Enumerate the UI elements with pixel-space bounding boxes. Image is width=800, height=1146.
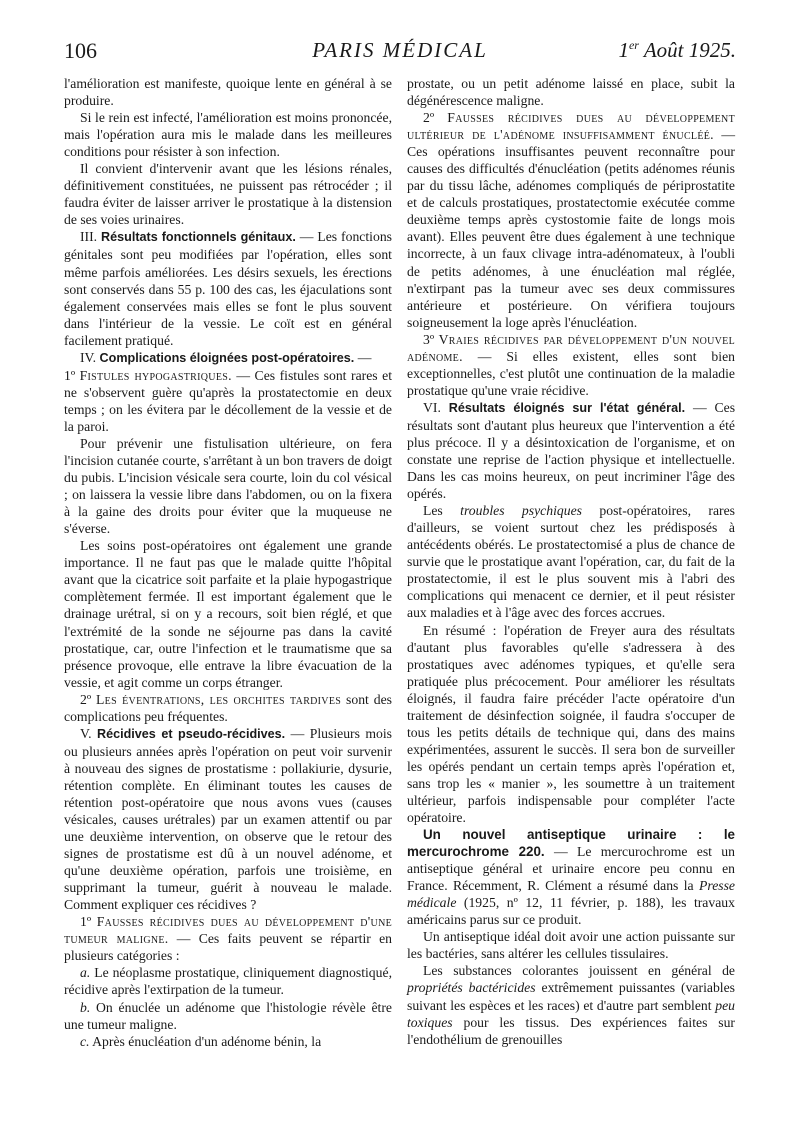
subsection-vraies-recidives: 3º Vraies récidives par développement d'un nouvel adénome. — Si elles existent, elles sont bien exceptionnelles, c'est plutôt une continuation de la maladie prostatique qu'une vraie récidive. bbox=[407, 331, 735, 398]
section-complications: IV. Complications éloignées post-opératoires. — bbox=[80, 349, 372, 365]
section-recidives: V. Récidives et pseudo-récidives. — Plusieurs mois ou plusieurs années après l'opération on peut voir survenir à nouveau des signes de prostatisme : pollakiurie, dysurie, rétention complète. En éliminant toutes les causes de rétention post-opératoire que nous avons vues (causes vésicales, causes urétrales) par un examen attentif ou par une deuxième intervention, on observe que le retour des signes de prostatisme est dû à un nouvel adénome, et qu'une deuxième opération, parfois une troisième, en supprimant la tumeur, guérit à nouveau le malade. Comment expliquer ces récidives ? bbox=[64, 725, 393, 913]
paragraph: Les substances colorantes jouissent en général de propriétés bactéricides extrêmement puissantes (variables suivant les espèces et les races) et d'autre part semblent peu toxiques pour les tissus. Des expériences faites sur l'endothélium de grenouilles bbox=[407, 963, 735, 1047]
paragraph: Il convient d'intervenir avant que les lésions rénales, définitivement constituées, ne puissent pas rétrocéder ; il faudra éviter de laisser arriver le prostatique à la distension de ses voies urinaires. bbox=[64, 161, 392, 228]
list-item-c: c. Après énucléation d'un adénome bénin, la bbox=[80, 1033, 322, 1049]
subsection-fausses-recidives-1: 1º Fausses récidives dues au développement d'une tumeur maligne. — Ces faits peuvent se répartir en plusieurs catégories : bbox=[64, 914, 393, 964]
section-heading: Résultats éloignés sur l'état général. bbox=[448, 400, 686, 415]
paragraph-resume: En résumé : l'opération de Freyer aura des résultats d'autant plus favorables qu'elle s'adressera à des prostatiques avec adénomes typiques, et qu'elle sera pratiquée plus précocement. Pour améliorer les résultats éloignés, il faudra faire précéder l'acte opératoire d'un traitement de désinfection soignée, il faudra s'occuper de tous les petits détails de technique qui, dans des mains expérimentées, assurent le succès. Il sera bon de surveiller les opérés pendant un certain temps après l'opération et, sans trop les « manier », les soumettre à un traitement ultérieur, parfois indispensable pour compléter l'acte opératoire. bbox=[407, 622, 735, 826]
paragraph: Si le rein est infecté, l'amélioration est moins prononcée, mais l'opération aura mis le malade dans les meilleures conditions pour résister à son infection. bbox=[64, 110, 392, 160]
section-heading: Récidives et pseudo-récidives. bbox=[97, 726, 286, 741]
journal-title: PARIS MÉDICAL bbox=[312, 38, 488, 62]
subsection-fistules: 1º Fistules hypogastriques. — Ces fistules sont rares et ne s'observent guère qu'après la prostatectomie en deux temps ; on les évitera par le décollement de la vessie et de la paroi. bbox=[64, 367, 393, 434]
issue-date: 1er Août 1925. bbox=[618, 38, 736, 62]
section-general-state: VI. Résultats éloignés sur l'état général. — Ces résultats sont d'autant plus heureux que l'intervention a été plus précoce. Il y a désintoxication de l'organisme, et on constate une reprise de l'action physique et intellectuelle. Dans les cas moins heureux, on peut incriminer l'âge des opérés. bbox=[407, 399, 736, 502]
list-item-a: a. Le néoplasme prostatique, cliniquement diagnostiqué, récidive après l'extirpation de la tumeur. bbox=[64, 965, 392, 998]
article-mercurochrome: Un nouvel antiseptique urinaire : le mercurochrome 220. — Le mercurochrome est un antiseptique général et urinaire encore peu connu en France. Récemment, R. Clément a résumé dans la Presse médicale (1925, nº 12, 11 février, p. 188), les travaux américains parus sur ce produit. bbox=[407, 827, 735, 928]
paragraph: l'amélioration est manifeste, quoique lente en général à se produire. bbox=[64, 76, 392, 109]
article-heading: Un nouvel antiseptique urinaire : le mercurochrome 220. bbox=[407, 827, 735, 860]
running-header bbox=[64, 38, 736, 68]
subsection-heading: Les éventrations, les orchites tardives bbox=[96, 691, 342, 707]
paragraph: prostate, ou un petit adénome laissé en place, subit la dégénérescence maligne. bbox=[407, 76, 735, 109]
subsection-heading: Fausses récidives dues au développement ultérieur de l'adénome insuffisamment énucléé. bbox=[407, 110, 735, 143]
subsection-heading: Vraies récidives par développement d'un nouvel adénome. bbox=[407, 331, 735, 364]
subsection-fausses-recidives-2: 2º Fausses récidives dues au développement ultérieur de l'adénome insuffisamment énucléé. — Ces opérations insuffisantes peuvent reconnaître pour causes des difficultés d'énucléation (petits adénomes réunis par du tissu lâche, adénomes compliqués de périprostatite et de calculs prostatiques, prostatectomie exécutée comme deuxième temps après cystostomie faite de longs mois avant). Elles peuvent être dues également à une technique incorrecte, à un faux clivage intra-adénomateux, à l'oubli de petits adénomes, à une énucléation mal réglée, n'extirpant pas la tumeur avec ses deux commissures antérieure et postérieure. On vérifiera toujours soigneusement la loge après l'énucléation. bbox=[407, 110, 736, 330]
subsection-heading: Fistules hypogastriques. bbox=[79, 367, 232, 383]
subsection-heading: Fausses récidives dues au développement d'une tumeur maligne. bbox=[64, 914, 393, 947]
section-heading: Complications éloignées post-opératoires. bbox=[99, 350, 355, 365]
paragraph: Les soins post-opératoires ont également une grande importance. Il ne faut pas que le malade quitte l'hôpital avant que la cicatrice soit parfaite et la plaie hypogastrique complètement fermée. Il est important également que le drainage urétral, si on y a recours, soit bien réglé, et que l'extrémité de la sonde ne séjourne pas dans la cavité prostatique, car, outre l'infection et le traumatisme que sa présence provoque, elle entrave la libre évacuation de la vessie, et agit comme un corps étranger. bbox=[64, 538, 392, 690]
subsection-eventrations: 2º Les éventrations, les orchites tardives sont des complications peu fréquentes. bbox=[64, 691, 392, 724]
left-column bbox=[64, 75, 392, 1050]
list-item-b: b. On énuclée un adénome que l'histologie révèle être une tumeur maligne. bbox=[64, 999, 392, 1032]
right-column bbox=[407, 75, 735, 1048]
section-genital-results: III. Résultats fonctionnels génitaux. — Les fonctions génitales sont peu modifiées par l'opération, elles sont même parfois améliorées. Les désirs sexuels, les érections sont conservés dans 55 p. 100 des cas, les éjaculations sont également conservées mais elles se font le plus souvent dans l'intérieur de la vessie. Le coït est en général facilement pratiqué. bbox=[64, 229, 392, 348]
paragraph: Un antiseptique idéal doit avoir une action puissante sur les bactéries, sans altérer les cellules tissulaires. bbox=[407, 929, 735, 962]
page-number: 106 bbox=[64, 38, 97, 63]
paragraph: Pour prévenir une fistulisation ultérieure, on fera l'incision cutanée courte, s'arrêtant à un bon travers de doigt du pubis. L'incision vésicale sera courte, loin du col vésical ; on laissera la vessie libre dans l'abdomen, ou on la fixera à la gaine des droits pour éviter que la muqueuse ne s'éverse. bbox=[64, 435, 392, 537]
section-heading: Résultats fonctionnels génitaux. bbox=[101, 230, 296, 245]
paragraph: Les troubles psychiques post-opératoires, rares d'ailleurs, se voient surtout chez les prédisposés à antécédents obérés. Le prostatectomisé a plus de chance de survie que le prostatique avant l'opération, car, du fait de la prostatectomie, il est le plus souvent mis à l'abri des complications qui menacent ce dernier, et il peut résister aux maladies et à l'âge avec des forces accrues. bbox=[407, 503, 735, 621]
